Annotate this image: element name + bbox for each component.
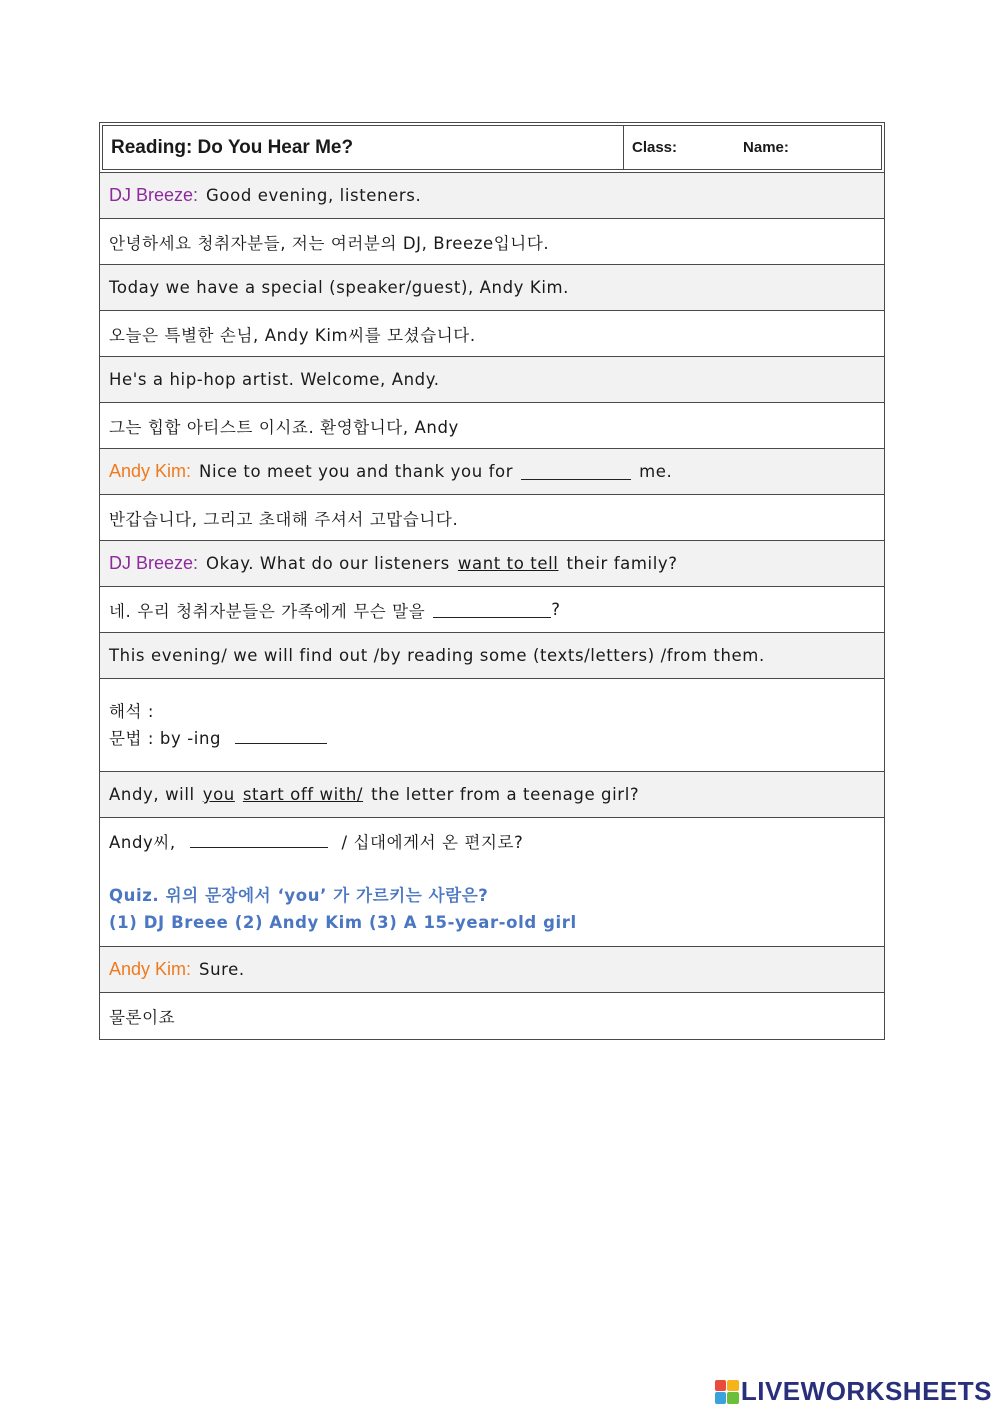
- translation-text: 물론이죠: [109, 1008, 176, 1027]
- header-row: [100, 123, 884, 173]
- dialogue-text: Okay. What do our listeners: [206, 554, 450, 573]
- translation-text-end: / 십대에게서 온 편지로?: [341, 832, 524, 852]
- quiz-question: Quiz. 위의 문장에서 ‘you’ 가 가르키는 사람은?: [109, 885, 489, 905]
- speaker-andy-kim: Andy Kim:: [109, 959, 192, 979]
- translation-quiz-row: [100, 818, 884, 947]
- answer-blank-3[interactable]: [190, 831, 328, 848]
- dialogue-text: Good evening, listeners.: [206, 186, 422, 205]
- dialogue-row-1: [100, 173, 884, 219]
- translation-text: 오늘은 특별한 손님, Andy Kim씨를 모셨습니다.: [109, 325, 476, 345]
- class-name-box: [624, 125, 882, 170]
- class-label: Class:: [632, 139, 678, 156]
- quiz-options[interactable]: (1) DJ Breee (2) Andy Kim (3) A 15-year-old girl: [109, 912, 577, 932]
- worksheet-table: [99, 122, 885, 1040]
- dialogue-row-7: [100, 772, 884, 818]
- dialogue-row-2: [100, 265, 884, 311]
- translation-row-1: [100, 219, 884, 265]
- dialogue-row-6: [100, 633, 884, 679]
- answer-blank-1[interactable]: [521, 463, 631, 480]
- liveworksheets-logo: [715, 1376, 992, 1407]
- translation-line: [109, 829, 523, 856]
- grammar-line: [109, 725, 327, 752]
- underlined-phrase: want to tell: [457, 554, 559, 573]
- underlined-phrase: start off with/: [242, 785, 364, 804]
- logo-icon: [715, 1380, 739, 1404]
- translation-row-2: [100, 311, 884, 357]
- speaker-dj-breeze: DJ Breeze:: [109, 553, 199, 573]
- dialogue-text: He's a hip-hop artist. Welcome, Andy.: [109, 370, 440, 389]
- grammar-prompt: 문법 : by -ing: [109, 729, 222, 748]
- dialogue-text: Sure.: [199, 960, 245, 979]
- dialogue-row-8: [100, 947, 884, 993]
- grammar-blank[interactable]: [235, 727, 327, 744]
- dialogue-text: Nice to meet you and thank you for: [199, 462, 514, 481]
- translation-text: 안녕하세요 청취자분들, 저는 여러분의 DJ, Breeze입니다.: [109, 233, 550, 253]
- translation-text-end: ?: [551, 600, 561, 619]
- dialogue-text: Andy, will: [109, 785, 195, 804]
- translation-text: 반갑습니다, 그리고 초대해 주셔서 고맙습니다.: [109, 509, 459, 529]
- speaker-andy-kim: Andy Kim:: [109, 461, 192, 481]
- translation-text: 그는 힙합 아티스트 이시죠. 환영합니다, Andy: [109, 417, 459, 437]
- dialogue-row-4: [100, 449, 884, 495]
- dialogue-text-end: the letter from a teenage girl?: [371, 785, 640, 804]
- worksheet-title: Reading: Do You Hear Me?: [102, 125, 624, 170]
- translation-row-8: [100, 993, 884, 1039]
- dialogue-text: This evening/ we will find out /by reading some (texts/letters) /from them.: [109, 646, 765, 665]
- dialogue-text-end: me.: [639, 462, 673, 481]
- answer-blank-2[interactable]: [433, 601, 551, 618]
- analysis-row: [100, 679, 884, 772]
- underlined-you: you: [202, 785, 235, 804]
- dialogue-row-3: [100, 357, 884, 403]
- dialogue-row-5: [100, 541, 884, 587]
- dialogue-text: Today we have a special (speaker/guest), Andy Kim.: [109, 278, 570, 297]
- translation-row-5: [100, 587, 884, 633]
- translation-row-4: [100, 495, 884, 541]
- translation-text: 네. 우리 청취자분들은 가족에게 무슨 말을: [109, 601, 426, 621]
- logo-text: LIVEWORKSHEETS: [740, 1376, 992, 1406]
- translation-prompt: 해석 :: [109, 702, 155, 721]
- speaker-dj-breeze: DJ Breeze:: [109, 185, 199, 205]
- name-label: Name:: [743, 139, 789, 156]
- translation-row-3: [100, 403, 884, 449]
- dialogue-text-end: their family?: [566, 554, 678, 573]
- translation-text: Andy씨,: [109, 832, 176, 852]
